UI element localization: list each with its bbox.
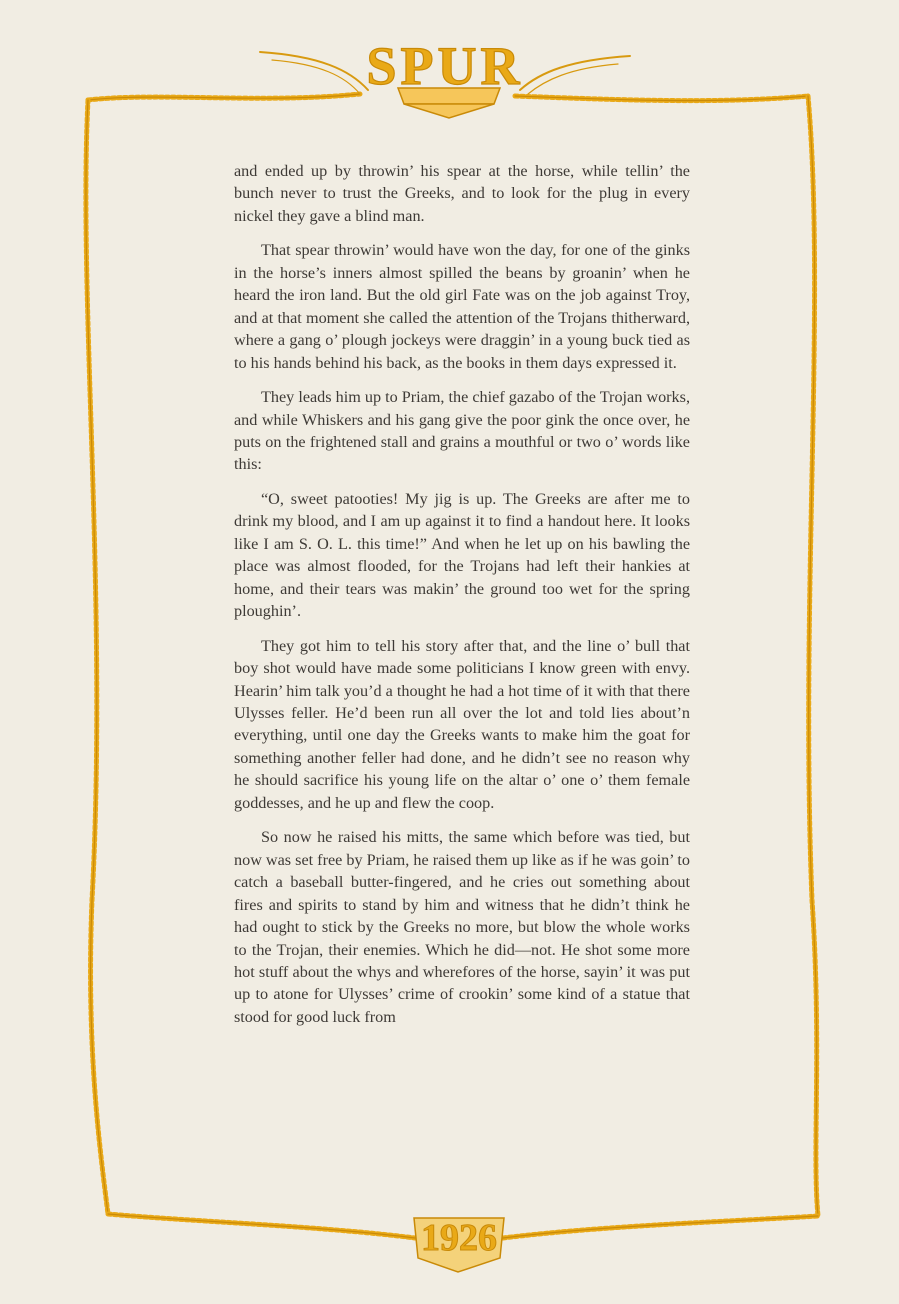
paragraph-4: “O, sweet patooties! My jig is up. The Greeks are after me to drink my blood, and I am up against it to find a handout here. It looks like I am S. O. L. this time!” And when he let up on his bawling the place was almost flooded, for the Trojans had left their hankies at home, and their tears was makin’ the ground too wet for the spring ploughin’. <box>234 489 690 621</box>
masthead-title: SPUR <box>366 36 524 96</box>
article-body <box>234 160 690 1040</box>
paragraph-5: They got him to tell his story after that, and the line o’ bull that boy shot would have made some politicians I know green with envy. Hearin’ him talk you’d a thought he had a hot time of it with that there Ulysses feller. He’d been run all over the lot and told lies about’n everything, until one day the Greeks wants to make him the goat for something another feller had done, and he didn’t see no reason why he should sacrifice his young life on the altar o’ one o’ them female goddesses, and he up and flew the coop. <box>234 636 690 812</box>
paragraph-6: So now he raised his mitts, the same which before was tied, but now was set free by Priam, he raised them up like as if he was goin’ to catch a baseball butter-fingered, and he cries out something about fires and spirits to stand by him and witness that he didn’t think he had ought to stick by the Greeks no more, but blow the whole works to the Trojan, their enemies. Which he did—not. He shot some more hot stuff about the whys and wherefores of the horse, sayin’ it was put up to atone for Ulysses’ crime of crookin’ some kind of a statue that stood for good luck from <box>234 828 690 1026</box>
footer-year-emblem: 1926 <box>421 1217 497 1259</box>
paragraph-1: and ended up by throwin’ his spear at the horse, while tellin’ the bunch never to trust the Greeks, and to look for the plug in every nickel they gave a blind man. <box>234 162 690 225</box>
paragraph-3: They leads him up to Priam, the chief gazabo of the Trojan works, and while Whiskers and his gang give the poor gink the once over, he puts on the frightened stall and grains a mouthful or two o’ words like this: <box>234 388 690 474</box>
paragraph-2: That spear throwin’ would have won the day, for one of the ginks in the horse’s inners almost spilled the beans by groanin’ when he heard the iron land. But the old girl Fate was on the job against Troy, and at that moment she called the attention of the Trojans thitherward, where a gang o’ plough jockeys were draggin’ in a young buck tied as to his hands behind his back, as the books in them days expressed it. <box>234 241 690 372</box>
